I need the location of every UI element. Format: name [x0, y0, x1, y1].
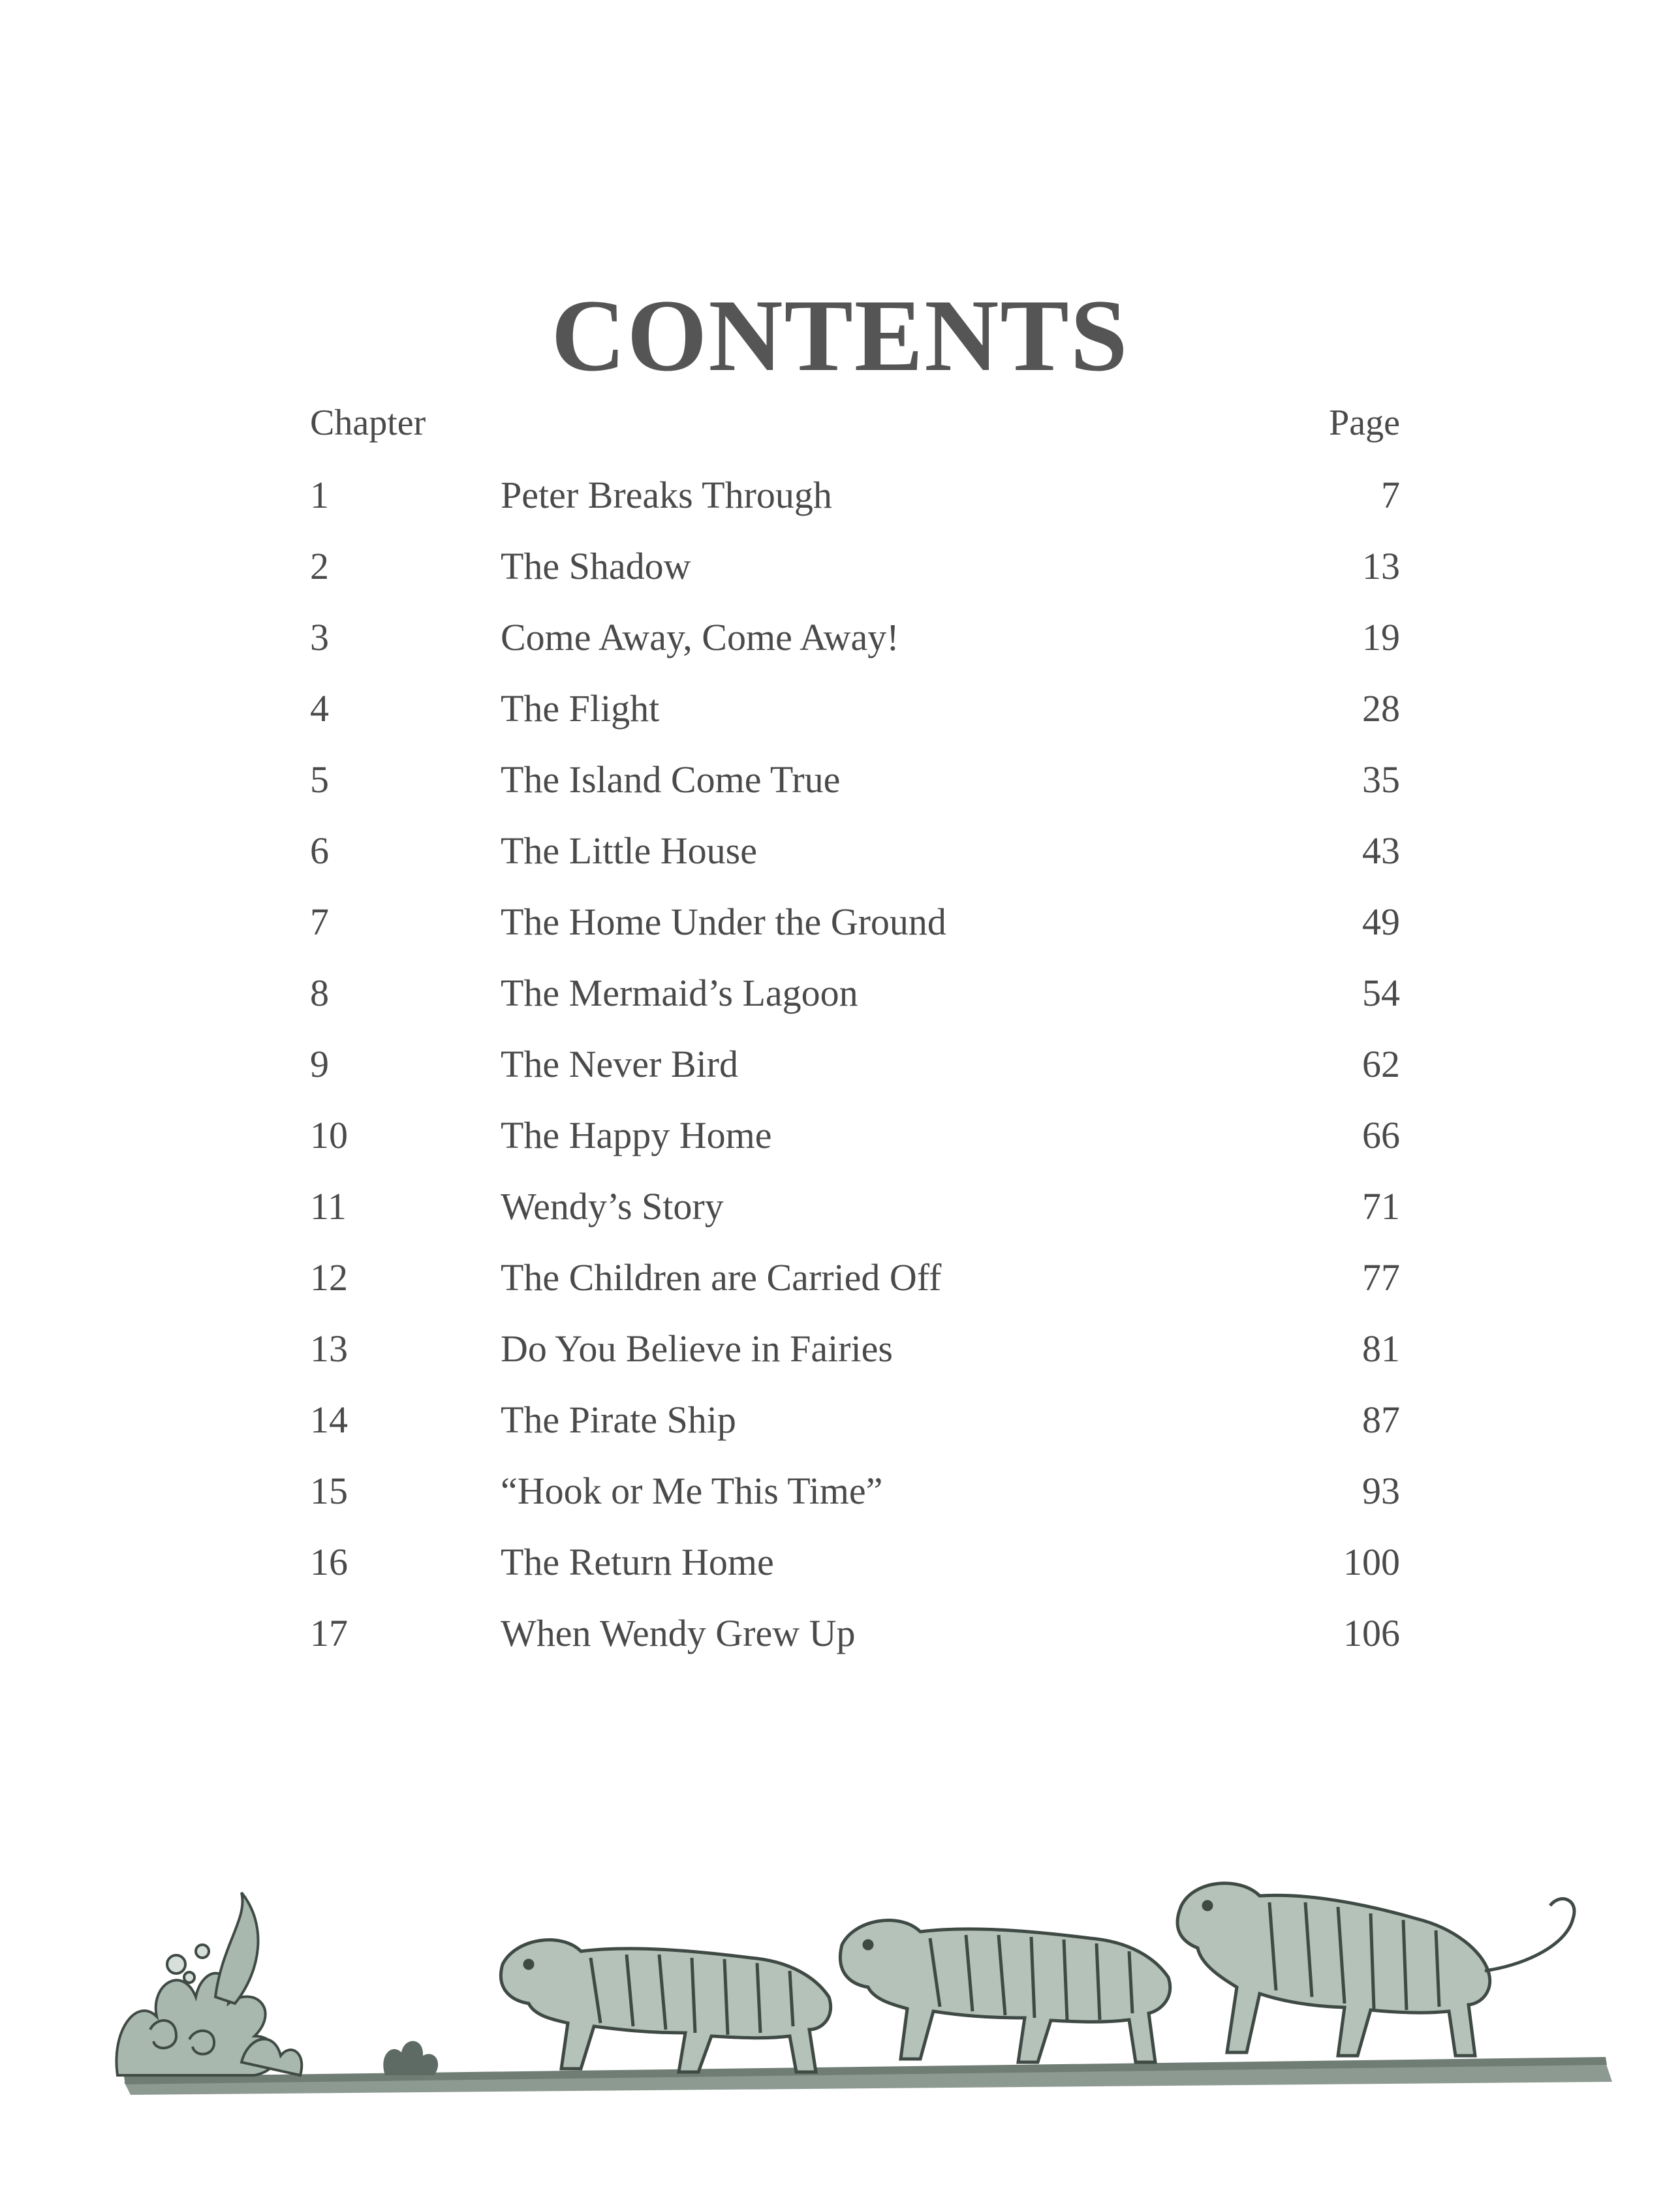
chapter-number: 6 — [310, 829, 329, 872]
chapter-number: 4 — [310, 687, 329, 730]
toc-row — [310, 1401, 1400, 1472]
chapter-page-number: 93 — [1362, 1470, 1400, 1512]
toc-row — [310, 1543, 1400, 1615]
chapter-title: The Never Bird — [501, 1043, 738, 1085]
tiger-icon — [501, 1940, 830, 2072]
chapter-number: 7 — [310, 901, 329, 943]
toc-row — [310, 974, 1400, 1045]
chapter-number: 3 — [310, 616, 329, 658]
chapter-title: When Wendy Grew Up — [501, 1612, 856, 1654]
chapter-number: 1 — [310, 474, 329, 516]
toc-row — [310, 1472, 1400, 1543]
chapter-page-number: 13 — [1362, 545, 1400, 587]
chapter-title: The Shadow — [501, 545, 691, 587]
chapter-page-number: 71 — [1362, 1185, 1400, 1228]
toc-row — [310, 1045, 1400, 1117]
chapter-number: 13 — [310, 1327, 348, 1370]
toc-header-row — [310, 405, 1400, 476]
chapter-page-number: 62 — [1362, 1043, 1400, 1085]
chapter-number: 9 — [310, 1043, 329, 1085]
tiger-icon — [840, 1921, 1170, 2062]
chapter-page-number: 87 — [1362, 1399, 1400, 1441]
chapter-page-number: 7 — [1381, 474, 1400, 516]
chapter-number: 12 — [310, 1256, 348, 1299]
chapter-title: The Happy Home — [501, 1114, 772, 1156]
page-title: CONTENTS — [551, 278, 1129, 393]
chapter-page-number: 49 — [1362, 901, 1400, 943]
foliage-icon — [116, 1893, 302, 2075]
chapter-number: 2 — [310, 545, 329, 587]
table-of-contents — [310, 405, 1400, 1686]
chapter-number: 8 — [310, 972, 329, 1014]
chapter-number: 5 — [310, 758, 329, 801]
toc-row — [310, 1114, 1400, 1188]
chapter-title: The Mermaid’s Lagoon — [501, 972, 858, 1014]
toc-row — [310, 616, 1400, 690]
toc-row — [310, 1327, 1400, 1401]
shrub-icon — [383, 2041, 438, 2075]
toc-row — [310, 1185, 1400, 1259]
toc-row — [310, 545, 1400, 619]
chapter-page-number: 81 — [1362, 1327, 1400, 1370]
chapter-page-number: 35 — [1362, 758, 1400, 801]
chapter-title: “Hook or Me This Time” — [501, 1470, 883, 1512]
chapter-title: The Return Home — [501, 1541, 774, 1583]
chapter-page-number: 66 — [1362, 1114, 1400, 1156]
chapter-number: 16 — [310, 1541, 348, 1583]
chapter-title: Do You Believe in Fairies — [501, 1327, 893, 1370]
chapter-number: 11 — [310, 1185, 347, 1228]
toc-rows — [310, 476, 1400, 1686]
chapter-number: 14 — [310, 1399, 348, 1441]
ground-strip — [124, 2057, 1612, 2095]
chapter-page-number: 106 — [1343, 1612, 1400, 1654]
chapter-title: Come Away, Come Away! — [501, 616, 899, 658]
chapter-title: The Flight — [501, 687, 660, 730]
chapter-title: The Pirate Ship — [501, 1399, 736, 1441]
toc-row — [310, 687, 1400, 761]
toc-row — [310, 758, 1400, 832]
chapter-page-number: 19 — [1362, 616, 1400, 658]
chapter-title: The Island Come True — [501, 758, 841, 801]
chapter-page-number: 28 — [1362, 687, 1400, 730]
chapter-title: The Little House — [501, 829, 758, 872]
chapter-title: Wendy’s Story — [501, 1185, 724, 1228]
toc-row — [310, 903, 1400, 974]
toc-row — [310, 476, 1400, 548]
chapter-title: The Children are Carried Off — [501, 1256, 942, 1299]
chapter-page-number: 100 — [1343, 1541, 1400, 1583]
page-column-header: Page — [1329, 403, 1400, 443]
chapter-title: Peter Breaks Through — [501, 474, 832, 516]
chapter-page-number: 43 — [1362, 829, 1400, 872]
tigers-illustration — [111, 1866, 1625, 2101]
chapter-page-number: 54 — [1362, 972, 1400, 1014]
toc-row — [310, 1256, 1400, 1330]
chapter-title: The Home Under the Ground — [501, 901, 946, 943]
toc-row — [310, 1612, 1400, 1686]
chapter-number: 17 — [310, 1612, 348, 1654]
chapter-number: 10 — [310, 1114, 348, 1156]
chapter-page-number: 77 — [1362, 1256, 1400, 1299]
chapter-column-header: Chapter — [310, 403, 426, 443]
chapter-number: 15 — [310, 1470, 348, 1512]
tiger-icon — [1177, 1883, 1574, 2056]
toc-row — [310, 829, 1400, 903]
